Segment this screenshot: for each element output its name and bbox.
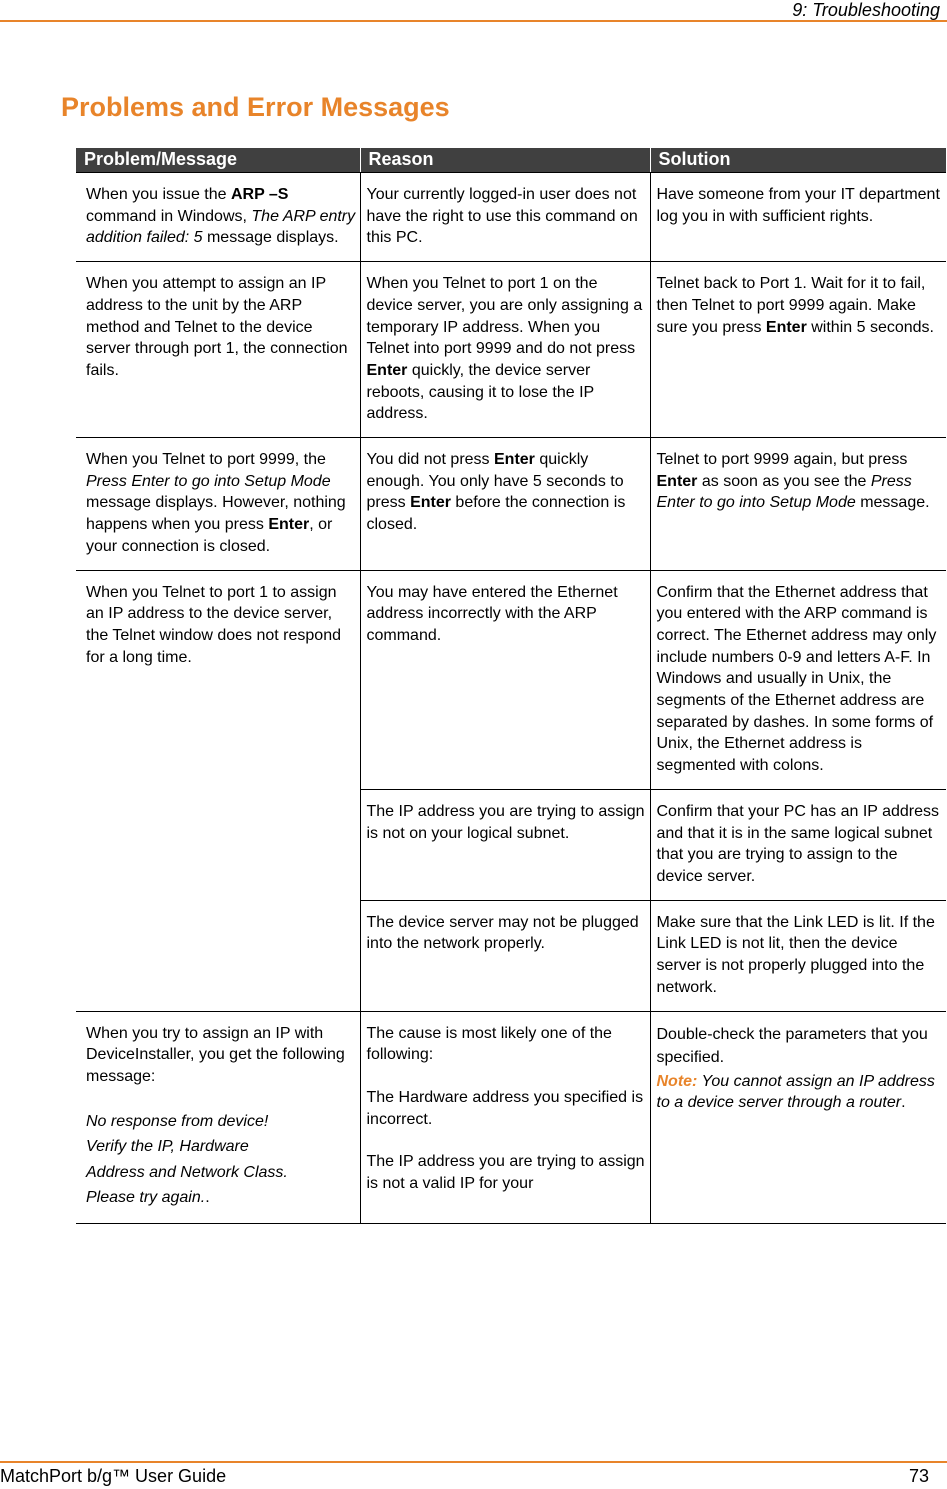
reason-cell: The IP address you are trying to assign is not on your logical subnet. [360, 789, 650, 900]
table-row [76, 262, 946, 438]
column-header-reason: Reason [360, 148, 650, 173]
footer-guide-title: MatchPort b/g™ User Guide [0, 1466, 227, 1486]
page-number: 73 [908, 1466, 929, 1486]
problem-cell: When you Telnet to port 1 to assign an IP address to the device server, the Telnet window does not respond for a long time. [76, 570, 360, 1011]
footer-rule [0, 1461, 947, 1463]
column-header-solution: Solution [650, 148, 946, 173]
table-row [76, 570, 946, 789]
header-rule [0, 20, 947, 22]
note-label: Note: [656, 1072, 698, 1090]
problem-cell [76, 1011, 360, 1223]
error-message: No response from device! Verify the IP, Hardware Address and Network Class. Please try again.. [86, 1112, 288, 1207]
solution-cell: Have someone from your IT department log you in with sufficient rights. [650, 173, 946, 262]
page-title: Problems and Error Messages [61, 92, 450, 122]
reason-cell: The device server may not be plugged into the network properly. [360, 900, 650, 1011]
problem-cell: When you attempt to assign an IP address to the unit by the ARP method and Telnet to the device server through port 1, the connection fails. [76, 262, 360, 438]
solution-cell: Double-check the parameters that you specified. Note: You cannot assign an IP address to a device server through a router. [650, 1011, 946, 1223]
reason-cell: When you Telnet to port 1 on the device server, you are only assigning a temporary IP address. When you Telnet into port 9999 and do not press Enter quickly, the device server reboots, causing it to lose the IP address. [360, 262, 650, 438]
reason-cell: Your currently logged-in user does not have the right to use this command on this PC. [360, 173, 650, 262]
solution-cell: Telnet back to Port 1. Wait for it to fail, then Telnet to port 9999 again. Make sure you press Enter within 5 seconds. [650, 262, 946, 438]
solution-cell: Confirm that your PC has an IP address and that it is in the same logical subnet that you are trying to assign to the device server. [650, 789, 946, 900]
solution-cell: Telnet to port 9999 again, but press Enter as soon as you see the Press Enter to go into Setup Mode message. [650, 438, 946, 571]
table-row [76, 1011, 946, 1223]
reason-cell: The cause is most likely one of the following: The Hardware address you specified is incorrect. The IP address you are trying to assign is not a valid IP for your [360, 1011, 650, 1223]
chapter-header: 9: Troubleshooting [792, 0, 940, 20]
reason-cell: You did not press Enter quickly enough. You only have 5 seconds to press Enter before the connection is closed. [360, 438, 650, 571]
problem-cell: When you Telnet to port 9999, the Press Enter to go into Setup Mode message displays. However, nothing happens when you press Enter, or your connection is closed. [76, 438, 360, 571]
problem-intro: When you try to assign an IP with DeviceInstaller, you get the following message: [86, 1024, 345, 1085]
solution-cell: Make sure that the Link LED is lit. If the Link LED is not lit, then the device server is not properly plugged into the network. [650, 900, 946, 1011]
table-row [76, 438, 946, 571]
table-row [76, 173, 946, 262]
note: Note: You cannot assign an IP address to a device server through a router. [656, 1072, 935, 1112]
solution-cell: Confirm that the Ethernet address that you entered with the ARP command is correct. The Ethernet address may only include numbers 0-9 and letters A-F. In Windows and usually in Unix, the segments of the Ethernet address are separated by dashes. In some forms of Unix, the Ethernet address is segmented with colons. [650, 570, 946, 789]
column-header-problem: Problem/Message [76, 148, 360, 173]
problem-cell: When you issue the ARP –S command in Windows, The ARP entry addition failed: 5 message displays. [76, 173, 360, 262]
problems-table [76, 148, 946, 1224]
table-header-row [76, 148, 946, 173]
reason-cell: You may have entered the Ethernet address incorrectly with the ARP command. [360, 570, 650, 789]
